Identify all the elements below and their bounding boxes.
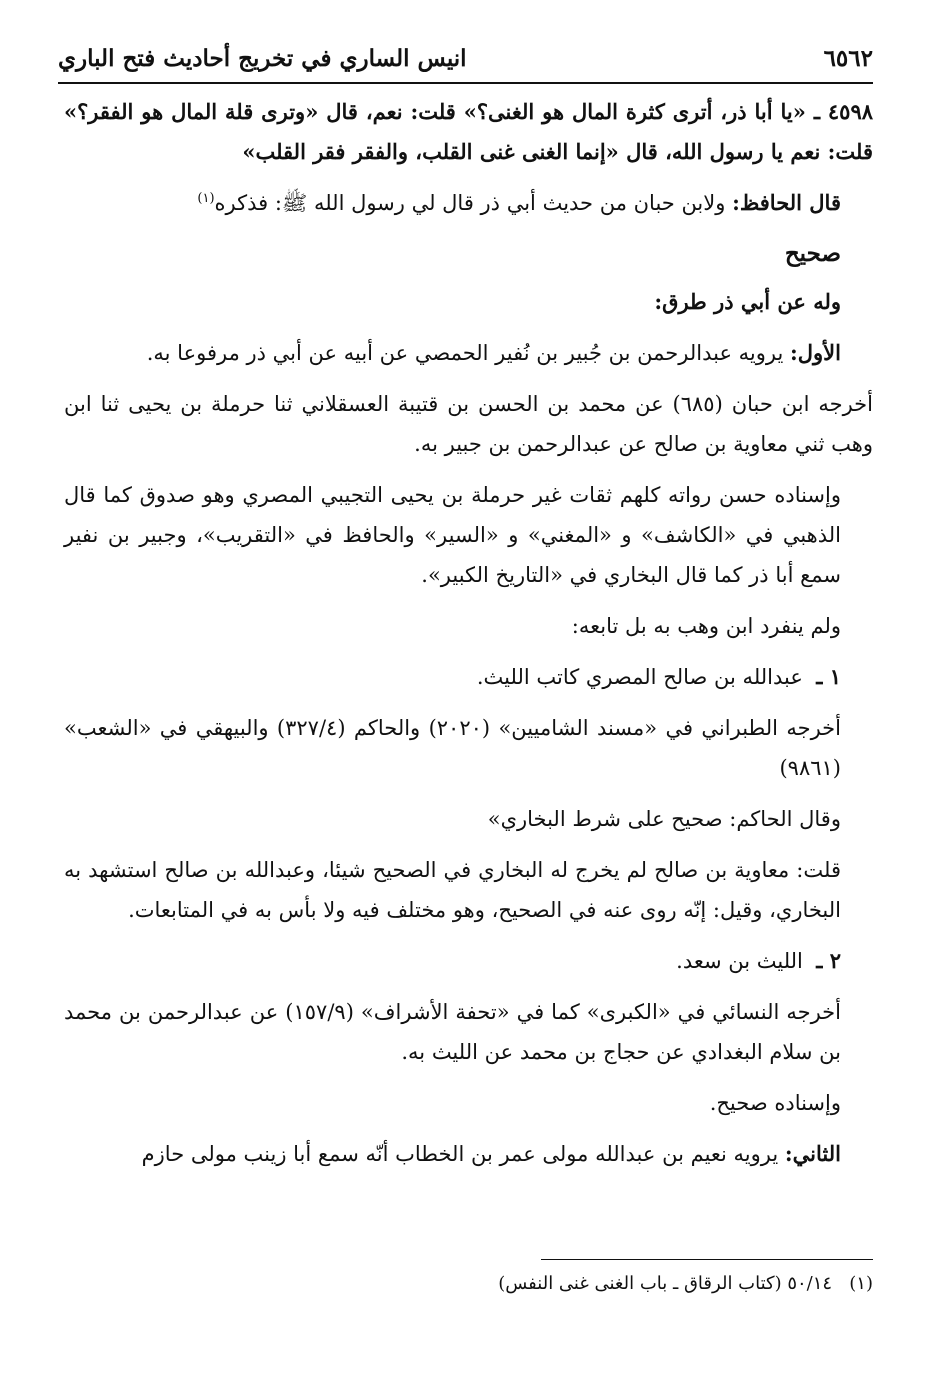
list-item-2 <box>64 941 873 981</box>
first-route-label: الأول: <box>790 340 841 365</box>
first-route-text: يرويه عبدالرحمن بن جُبير بن نُفير الحمصي عن أبيه عن أبي ذر مرفوعا به. <box>146 341 784 365</box>
page-body <box>64 92 873 1185</box>
footnote-text: ٥٠/١٤ (كتاب الرقاق ـ باب الغنى غنى النفس) <box>498 1273 833 1294</box>
hafiz-text: ولابن حبان من حديث أبي ذر قال لي رسول الله ﷺ: فذكره <box>214 191 726 215</box>
hadith-text: «يا أبا ذر، أترى كثرة المال هو الغنى؟» قلت: نعم، قال «وترى قلة المال هو الفقر؟» قلت: نعم يا رسول الله، قال «إنما الغنى غنى القلب، والفقر فقر القلب» <box>64 99 873 164</box>
list-item-text: الليث بن سعد. <box>676 949 803 973</box>
hadith-number: ٤٥٩٨ ـ <box>813 99 874 124</box>
footnote <box>300 1270 873 1298</box>
isnad-sahih-paragraph: وإسناده صحيح. <box>709 1091 841 1115</box>
not-alone-paragraph: ولم ينفرد ابن وهب به بل تابعه: <box>571 614 841 638</box>
second-route-paragraph <box>64 1134 873 1174</box>
ibn-hibban-paragraph: أخرجه ابن حبان (٦٨٥) عن محمد بن الحسن بن قتيبة العسقلاني ثنا حرملة بن يحيى ثنا ابن وهب ثني معاوية بن صالح عن عبدالرحمن بن جبير به. <box>64 392 873 456</box>
isnad-paragraph: وإسناده حسن رواته كلهم ثقات غير حرملة بن يحيى التجيبي المصري وهو صدوق كما قال الذهبي في «الكاشف» و «المغني» و «السير» والحافظ في «التقريب»، وجبير بن نفير سمع أبا ذر كما قال البخاري في «التاريخ الكبير». <box>64 483 841 587</box>
book-title: انيس الساري في تخريج أحاديث فتح الباري <box>58 44 467 72</box>
list-item-number: ١ ـ <box>816 664 841 689</box>
hakim-paragraph: وقال الحاكم: صحيح على شرط البخاري» <box>487 807 841 831</box>
hadith-paragraph <box>64 92 873 172</box>
hafiz-paragraph <box>64 183 873 223</box>
routes-intro: وله عن أبي ذر طرق: <box>654 289 841 314</box>
nasai-paragraph: أخرجه النسائي في «الكبرى» كما في «تحفة الأشراف» (١٥٧/٩) عن عبدالرحمن بن محمد بن سلام البغدادي عن حجاج بن محمد عن الليث به. <box>64 1000 842 1064</box>
list-item-number: ٢ ـ <box>816 948 841 973</box>
running-header <box>58 38 873 78</box>
qultu-paragraph: قلت: معاوية بن صالح لم يخرج له البخاري في الصحيح شيئا، وعبدالله بن صالح استشهد به البخاري، وقيل: إنّه روى عنه في الصحيح، وهو مختلف فيه ولا بأس به في المتابعات. <box>64 858 841 922</box>
list-item-text: عبدالله بن صالح المصري كاتب الليث. <box>476 665 803 689</box>
second-route-label: الثاني: <box>784 1141 841 1166</box>
hafiz-label: قال الحافظ: <box>732 190 841 215</box>
grade-heading: صحيح <box>784 240 841 267</box>
page-number: ٦٥٦٢ <box>823 44 873 72</box>
footnote-reference: (١) <box>197 191 215 206</box>
second-route-text: يرويه نعيم بن عبدالله مولى عمر بن الخطاب أنّه سمع أبا زينب مولى حازم <box>141 1142 779 1166</box>
first-route-paragraph <box>64 333 873 373</box>
footnote-rule <box>541 1259 873 1260</box>
list-item-1 <box>64 657 873 697</box>
header-rule <box>58 82 873 84</box>
tabarani-paragraph: أخرجه الطبراني في «مسند الشاميين» (٢٠٢٠) والحاكم (٣٢٧/٤) والبيهقي في «الشعب» (٩٨٦١) <box>64 716 841 780</box>
footnote-marker: (١) <box>849 1273 873 1294</box>
